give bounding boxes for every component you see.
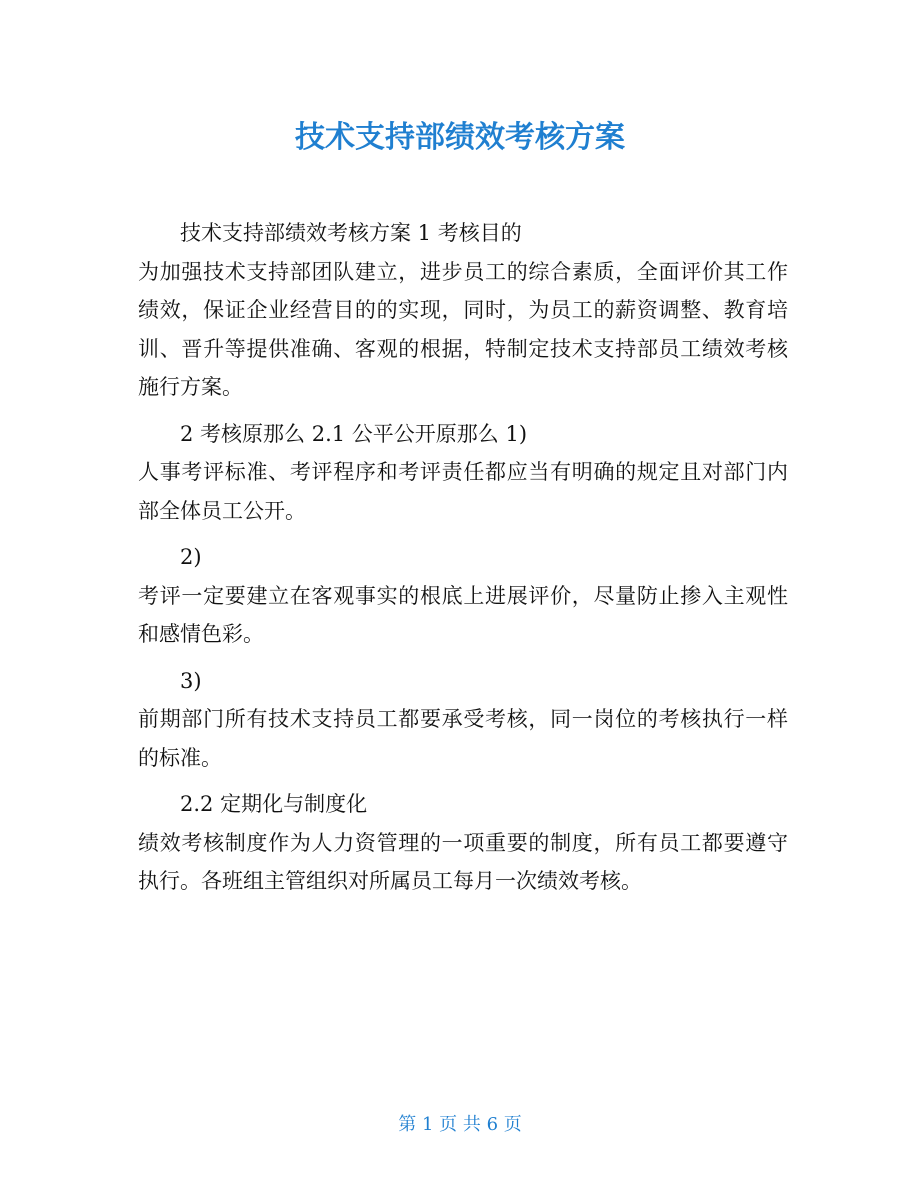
paragraph-heading-2-2: 2.2 定期化与制度化 [180, 792, 368, 816]
paragraph-item-2: 2) [180, 545, 202, 569]
paragraph-principle-2: 考评一定要建立在客观事实的根底上进展评价，尽量防止掺入主观性和感情色彩。 [138, 583, 788, 646]
paragraph-item-3: 3) [180, 668, 202, 693]
paragraph-heading-2: 2 考核原那么 2.1 公平公开原那么 1) [180, 421, 528, 446]
document-title: 技术支持部绩效考核方案 [295, 120, 625, 155]
document-body [138, 214, 788, 901]
paragraph-heading-1: 技术支持部绩效考核方案 1 考核目的 [180, 221, 522, 245]
paragraph-purpose: 为加强技术支持部团队建立，进步员工的综合素质，全面评价其工作绩效，保证企业经营目的的实现，同时，为员工的薪资调整、教育培训、晋升等提供准确、客观的根据，特制定技术支持部员工绩效考核施行方案。 [138, 259, 788, 399]
paragraph-principle-3: 前期部门所有技术支持员工都要承受考核，同一岗位的考核执行一样的标准。 [138, 707, 788, 770]
paragraph-principle-1: 人事考评标准、考评程序和考评责任都应当有明确的规定且对部门内部全体员工公开。 [138, 460, 788, 523]
paragraph-regularization: 绩效考核制度作为人力资管理的一项重要的制度，所有员工都要遵守执行。各班组主管组织对所属员工每月一次绩效考核。 [138, 830, 788, 893]
page-number: 第 1 页 共 6 页 [398, 1114, 522, 1135]
